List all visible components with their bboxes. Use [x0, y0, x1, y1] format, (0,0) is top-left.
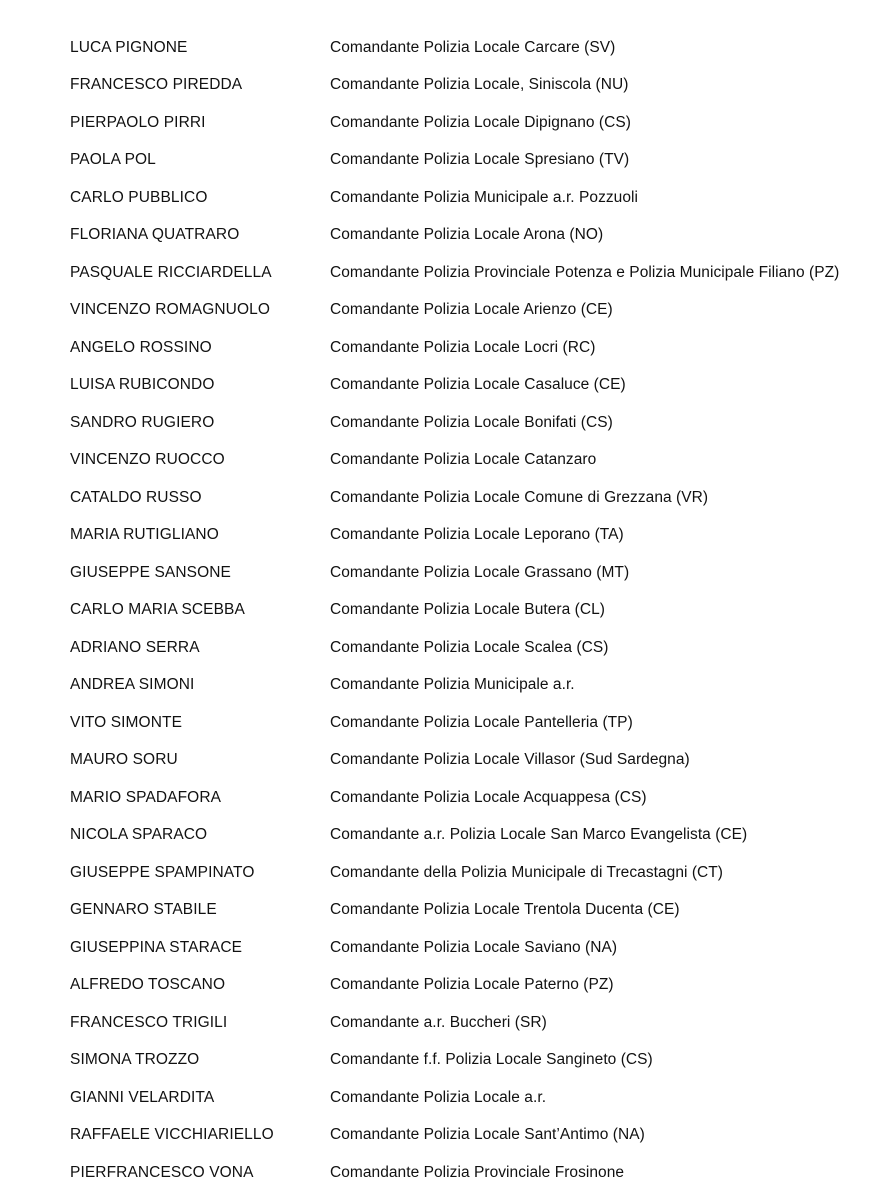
list-item — [70, 1117, 880, 1155]
person-name: VITO SIMONTE — [70, 713, 183, 731]
person-role: Comandante Polizia Locale Locri (RC) — [330, 338, 596, 356]
person-role: Comandante Polizia Locale Carcare (SV) — [330, 38, 616, 56]
list-item — [70, 929, 880, 967]
person-name: SIMONA TROZZO — [70, 1051, 200, 1069]
person-name: PASQUALE RICCIARDELLA — [70, 263, 272, 281]
person-role: Comandante Polizia Locale Grassano (MT) — [330, 563, 630, 581]
person-role: Comandante Polizia Locale Acquappesa (CS) — [330, 788, 647, 806]
list-item — [70, 817, 880, 855]
list-item — [70, 554, 880, 592]
person-role: Comandante Polizia Locale Spresiano (TV) — [330, 151, 630, 169]
person-name: PAOLA POL — [70, 151, 156, 169]
list-item — [70, 479, 880, 517]
person-name: CATALDO RUSSO — [70, 488, 202, 506]
list-item — [70, 854, 880, 892]
person-name: ANGELO ROSSINO — [70, 338, 212, 356]
person-role: Comandante f.f. Polizia Locale Sangineto (CS) — [330, 1051, 653, 1069]
person-role: Comandante Polizia Locale Pantelleria (TP) — [330, 713, 633, 731]
list-item — [70, 1079, 880, 1117]
list-item — [70, 29, 880, 67]
list-item — [70, 779, 880, 817]
person-role: Comandante Polizia Locale Arona (NO) — [330, 226, 604, 244]
person-role: Comandante Polizia Locale Butera (CL) — [330, 601, 605, 619]
person-name: ALFREDO TOSCANO — [70, 976, 226, 994]
list-item — [70, 1042, 880, 1080]
person-role: Comandante Polizia Municipale a.r. Pozzuoli — [330, 188, 639, 206]
person-role: Comandante Polizia Provinciale Frosinone — [330, 1163, 625, 1181]
list-item — [70, 404, 880, 442]
person-name: GIANNI VELARDITA — [70, 1088, 215, 1106]
list-item — [70, 67, 880, 105]
list-item — [70, 742, 880, 780]
person-name: MARIA RUTIGLIANO — [70, 526, 219, 544]
person-name: FRANCESCO TRIGILI — [70, 1013, 228, 1031]
person-name: MARIO SPADAFORA — [70, 788, 222, 806]
person-name: NICOLA SPARACO — [70, 826, 208, 844]
person-role: Comandante Polizia Locale Comune di Grezzana (VR) — [330, 488, 709, 506]
list-item — [70, 629, 880, 667]
signatories-list — [70, 29, 880, 1192]
person-role: Comandante Polizia Locale Casaluce (CE) — [330, 376, 626, 394]
person-name: PIERPAOLO PIRRI — [70, 113, 206, 131]
list-item — [70, 704, 880, 742]
list-item — [70, 892, 880, 930]
person-name: GIUSEPPE SPAMPINATO — [70, 863, 255, 881]
list-item — [70, 329, 880, 367]
person-name: GIUSEPPINA STARACE — [70, 938, 243, 956]
person-role: Comandante Polizia Locale a.r. — [330, 1088, 547, 1106]
person-name: ANDREA SIMONI — [70, 676, 195, 694]
person-role: Comandante Polizia Locale Villasor (Sud Sardegna) — [330, 751, 690, 769]
person-role: Comandante Polizia Locale Bonifati (CS) — [330, 413, 613, 431]
person-name: FLORIANA QUATRARO — [70, 226, 240, 244]
list-item — [70, 104, 880, 142]
person-role: Comandante Polizia Locale Scalea (CS) — [330, 638, 609, 656]
person-name: FRANCESCO PIREDDA — [70, 76, 243, 94]
list-item — [70, 667, 880, 705]
person-name: GIUSEPPE SANSONE — [70, 563, 231, 581]
list-item — [70, 217, 880, 255]
person-role: Comandante Polizia Locale Trentola Ducenta (CE) — [330, 901, 680, 919]
person-role: Comandante Polizia Locale Paterno (PZ) — [330, 976, 614, 994]
person-name: PIERFRANCESCO VONA — [70, 1163, 254, 1181]
list-item — [70, 967, 880, 1005]
list-item — [70, 592, 880, 630]
person-name: LUISA RUBICONDO — [70, 376, 215, 394]
list-item — [70, 254, 880, 292]
person-role: Comandante Polizia Municipale a.r. — [330, 676, 575, 694]
person-role: Comandante Polizia Locale Saviano (NA) — [330, 938, 618, 956]
person-role: Comandante della Polizia Municipale di Trecastagni (CT) — [330, 863, 724, 881]
person-name: CARLO PUBBLICO — [70, 188, 208, 206]
person-name: LUCA PIGNONE — [70, 38, 188, 56]
list-item — [70, 142, 880, 180]
person-name: ADRIANO SERRA — [70, 638, 200, 656]
person-role: Comandante Polizia Locale Sant’Antimo (NA) — [330, 1126, 645, 1144]
person-role: Comandante a.r. Buccheri (SR) — [330, 1013, 547, 1031]
list-item — [70, 292, 880, 330]
person-role: Comandante Polizia Locale Leporano (TA) — [330, 526, 624, 544]
person-role: Comandante Polizia Provinciale Potenza e Polizia Municipale Filiano (PZ) — [330, 263, 840, 281]
person-name: VINCENZO ROMAGNUOLO — [70, 301, 270, 319]
person-name: VINCENZO RUOCCO — [70, 451, 225, 469]
list-item — [70, 367, 880, 405]
person-role: Comandante Polizia Locale Catanzaro — [330, 451, 597, 469]
person-name: SANDRO RUGIERO — [70, 413, 215, 431]
list-item — [70, 179, 880, 217]
person-role: Comandante Polizia Locale Dipignano (CS) — [330, 113, 631, 131]
person-name: CARLO MARIA SCEBBA — [70, 601, 245, 619]
person-name: MAURO SORU — [70, 751, 178, 769]
person-name: GENNARO STABILE — [70, 901, 217, 919]
person-role: Comandante a.r. Polizia Locale San Marco Evangelista (CE) — [330, 826, 748, 844]
list-item — [70, 517, 880, 555]
person-role: Comandante Polizia Locale, Siniscola (NU) — [330, 76, 629, 94]
list-item — [70, 1004, 880, 1042]
list-item — [70, 442, 880, 480]
person-name: RAFFAELE VICCHIARIELLO — [70, 1126, 274, 1144]
person-role: Comandante Polizia Locale Arienzo (CE) — [330, 301, 613, 319]
list-item — [70, 1154, 880, 1192]
